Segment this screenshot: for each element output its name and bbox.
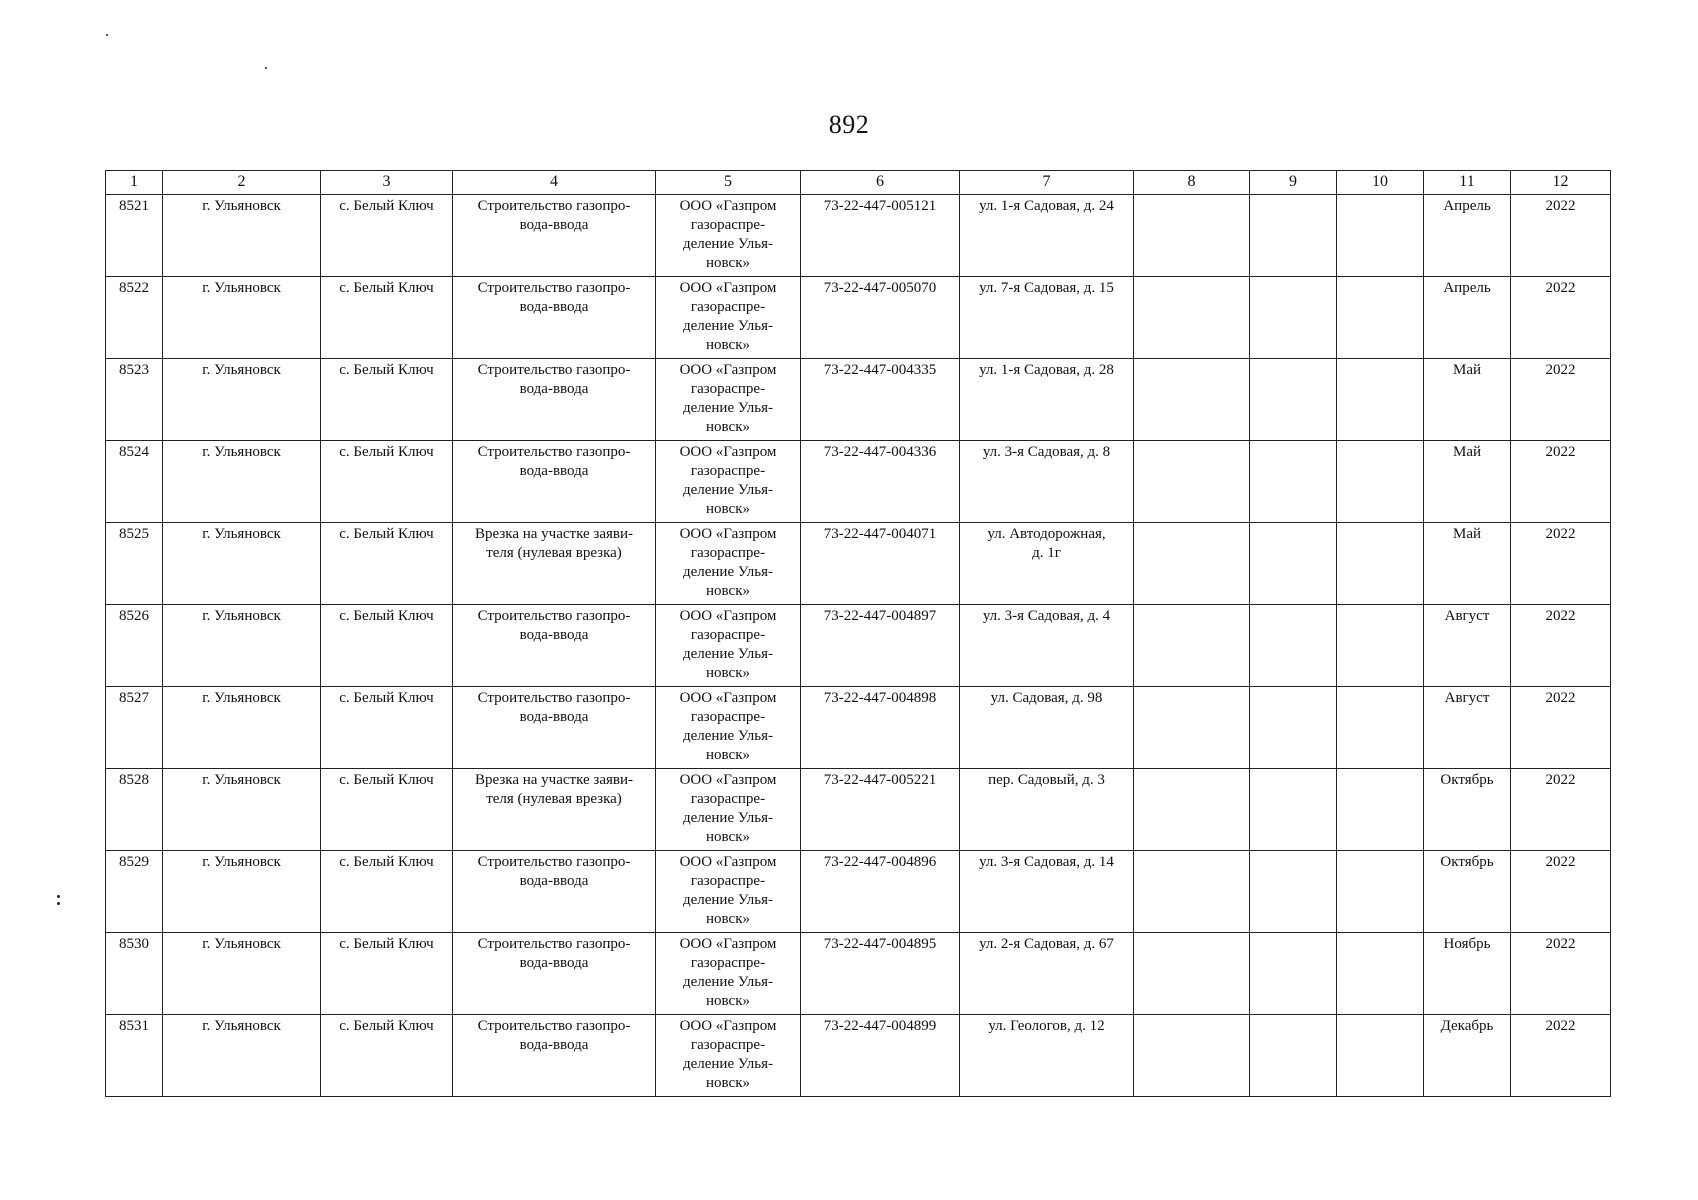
- cell-year: 2022: [1511, 1015, 1611, 1097]
- cell-month: Апрель: [1424, 195, 1511, 277]
- cell-number: 8522: [106, 277, 163, 359]
- cell-code: 73-22-447-004898: [801, 687, 960, 769]
- cell-settlement: с. Белый Ключ: [321, 933, 453, 1015]
- cell-city: г. Ульяновск: [163, 359, 321, 441]
- column-header-6: 6: [801, 171, 960, 195]
- column-header-7: 7: [960, 171, 1134, 195]
- table-row: [106, 605, 1611, 687]
- cell-code: 73-22-447-004335: [801, 359, 960, 441]
- cell-city: г. Ульяновск: [163, 195, 321, 277]
- cell-organization: ООО «Газпром газораспре- деление Улья- новск»: [656, 441, 801, 523]
- cell-settlement: с. Белый Ключ: [321, 195, 453, 277]
- cell-col-9: [1250, 769, 1337, 851]
- cell-year: 2022: [1511, 769, 1611, 851]
- cell-address: ул. 1-я Садовая, д. 28: [960, 359, 1134, 441]
- column-header-9: 9: [1250, 171, 1337, 195]
- cell-address: ул. 2-я Садовая, д. 67: [960, 933, 1134, 1015]
- cell-col-8: [1134, 1015, 1250, 1097]
- cell-number: 8531: [106, 1015, 163, 1097]
- cell-settlement: с. Белый Ключ: [321, 605, 453, 687]
- cell-col-8: [1134, 277, 1250, 359]
- column-header-4: 4: [453, 171, 656, 195]
- cell-month: Октябрь: [1424, 851, 1511, 933]
- header-row: [106, 171, 1611, 195]
- cell-number: 8530: [106, 933, 163, 1015]
- cell-address: ул. 7-я Садовая, д. 15: [960, 277, 1134, 359]
- cell-organization: ООО «Газпром газораспре- деление Улья- новск»: [656, 769, 801, 851]
- cell-city: г. Ульяновск: [163, 769, 321, 851]
- cell-col-10: [1337, 769, 1424, 851]
- table-row: [106, 359, 1611, 441]
- cell-settlement: с. Белый Ключ: [321, 277, 453, 359]
- cell-col-9: [1250, 441, 1337, 523]
- cell-work-type: Строительство газопро- вода-ввода: [453, 1015, 656, 1097]
- cell-col-9: [1250, 1015, 1337, 1097]
- cell-city: г. Ульяновск: [163, 523, 321, 605]
- scan-speck: [106, 34, 108, 36]
- cell-col-10: [1337, 195, 1424, 277]
- cell-month: Август: [1424, 687, 1511, 769]
- cell-code: 73-22-447-005121: [801, 195, 960, 277]
- cell-year: 2022: [1511, 195, 1611, 277]
- cell-address: ул. 3-я Садовая, д. 4: [960, 605, 1134, 687]
- cell-col-8: [1134, 933, 1250, 1015]
- column-header-8: 8: [1134, 171, 1250, 195]
- cell-month: Май: [1424, 359, 1511, 441]
- cell-code: 73-22-447-004897: [801, 605, 960, 687]
- cell-code: 73-22-447-005221: [801, 769, 960, 851]
- cell-address: ул. 3-я Садовая, д. 14: [960, 851, 1134, 933]
- cell-work-type: Строительство газопро- вода-ввода: [453, 277, 656, 359]
- column-header-1: 1: [106, 171, 163, 195]
- cell-city: г. Ульяновск: [163, 441, 321, 523]
- cell-number: 8524: [106, 441, 163, 523]
- cell-organization: ООО «Газпром газораспре- деление Улья- новск»: [656, 359, 801, 441]
- cell-settlement: с. Белый Ключ: [321, 851, 453, 933]
- cell-code: 73-22-447-004896: [801, 851, 960, 933]
- column-header-2: 2: [163, 171, 321, 195]
- column-header-5: 5: [656, 171, 801, 195]
- cell-month: Октябрь: [1424, 769, 1511, 851]
- cell-month: Август: [1424, 605, 1511, 687]
- cell-organization: ООО «Газпром газораспре- деление Улья- новск»: [656, 687, 801, 769]
- cell-address: ул. 3-я Садовая, д. 8: [960, 441, 1134, 523]
- cell-organization: ООО «Газпром газораспре- деление Улья- новск»: [656, 523, 801, 605]
- registry-table: [105, 170, 1611, 1097]
- cell-col-10: [1337, 523, 1424, 605]
- cell-code: 73-22-447-004899: [801, 1015, 960, 1097]
- cell-organization: ООО «Газпром газораспре- деление Улья- новск»: [656, 933, 801, 1015]
- cell-settlement: с. Белый Ключ: [321, 523, 453, 605]
- cell-city: г. Ульяновск: [163, 605, 321, 687]
- table-row: [106, 851, 1611, 933]
- cell-number: 8527: [106, 687, 163, 769]
- cell-year: 2022: [1511, 277, 1611, 359]
- cell-month: Апрель: [1424, 277, 1511, 359]
- cell-address: ул. Садовая, д. 98: [960, 687, 1134, 769]
- cell-col-9: [1250, 851, 1337, 933]
- cell-col-9: [1250, 933, 1337, 1015]
- cell-code: 73-22-447-005070: [801, 277, 960, 359]
- cell-col-9: [1250, 359, 1337, 441]
- table-row: [106, 769, 1611, 851]
- cell-col-8: [1134, 851, 1250, 933]
- cell-code: 73-22-447-004895: [801, 933, 960, 1015]
- cell-year: 2022: [1511, 687, 1611, 769]
- table-row: [106, 277, 1611, 359]
- cell-number: 8528: [106, 769, 163, 851]
- cell-col-8: [1134, 769, 1250, 851]
- page-number: 892: [828, 110, 870, 139]
- column-header-3: 3: [321, 171, 453, 195]
- cell-address: ул. Автодорожная, д. 1г: [960, 523, 1134, 605]
- cell-col-10: [1337, 687, 1424, 769]
- cell-address: ул. 1-я Садовая, д. 24: [960, 195, 1134, 277]
- cell-month: Май: [1424, 441, 1511, 523]
- cell-col-10: [1337, 1015, 1424, 1097]
- cell-col-9: [1250, 605, 1337, 687]
- cell-work-type: Строительство газопро- вода-ввода: [453, 933, 656, 1015]
- table-row: [106, 933, 1611, 1015]
- cell-year: 2022: [1511, 359, 1611, 441]
- cell-col-9: [1250, 195, 1337, 277]
- cell-work-type: Строительство газопро- вода-ввода: [453, 687, 656, 769]
- cell-number: 8526: [106, 605, 163, 687]
- cell-col-8: [1134, 687, 1250, 769]
- cell-col-10: [1337, 605, 1424, 687]
- table-row: [106, 195, 1611, 277]
- cell-col-9: [1250, 687, 1337, 769]
- cell-code: 73-22-447-004336: [801, 441, 960, 523]
- cell-city: г. Ульяновск: [163, 851, 321, 933]
- cell-col-8: [1134, 195, 1250, 277]
- table-row: [106, 687, 1611, 769]
- cell-code: 73-22-447-004071: [801, 523, 960, 605]
- cell-year: 2022: [1511, 933, 1611, 1015]
- cell-work-type: Строительство газопро- вода-ввода: [453, 195, 656, 277]
- cell-organization: ООО «Газпром газораспре- деление Улья- новск»: [656, 605, 801, 687]
- cell-work-type: Строительство газопро- вода-ввода: [453, 851, 656, 933]
- cell-address: ул. Геологов, д. 12: [960, 1015, 1134, 1097]
- cell-city: г. Ульяновск: [163, 687, 321, 769]
- cell-work-type: Строительство газопро- вода-ввода: [453, 605, 656, 687]
- cell-city: г. Ульяновск: [163, 1015, 321, 1097]
- cell-settlement: с. Белый Ключ: [321, 441, 453, 523]
- cell-col-9: [1250, 277, 1337, 359]
- cell-settlement: с. Белый Ключ: [321, 1015, 453, 1097]
- cell-number: 8523: [106, 359, 163, 441]
- cell-organization: ООО «Газпром газораспре- деление Улья- новск»: [656, 851, 801, 933]
- table-header: [106, 171, 1611, 195]
- cell-year: 2022: [1511, 523, 1611, 605]
- cell-work-type: Строительство газопро- вода-ввода: [453, 441, 656, 523]
- cell-col-10: [1337, 277, 1424, 359]
- table-body: [106, 195, 1611, 1097]
- cell-col-10: [1337, 359, 1424, 441]
- cell-year: 2022: [1511, 851, 1611, 933]
- scan-speck: [57, 902, 60, 905]
- table-row: [106, 441, 1611, 523]
- cell-city: г. Ульяновск: [163, 933, 321, 1015]
- cell-month: Ноябрь: [1424, 933, 1511, 1015]
- cell-col-8: [1134, 441, 1250, 523]
- cell-address: пер. Садовый, д. 3: [960, 769, 1134, 851]
- cell-col-9: [1250, 523, 1337, 605]
- cell-col-8: [1134, 605, 1250, 687]
- cell-number: 8525: [106, 523, 163, 605]
- cell-work-type: Врезка на участке заяви- теля (нулевая врезка): [453, 523, 656, 605]
- cell-year: 2022: [1511, 605, 1611, 687]
- table-row: [106, 523, 1611, 605]
- cell-work-type: Врезка на участке заяви- теля (нулевая врезка): [453, 769, 656, 851]
- scan-speck: [265, 67, 267, 69]
- column-header-11: 11: [1424, 171, 1511, 195]
- column-header-12: 12: [1511, 171, 1611, 195]
- cell-work-type: Строительство газопро- вода-ввода: [453, 359, 656, 441]
- cell-col-8: [1134, 523, 1250, 605]
- cell-number: 8521: [106, 195, 163, 277]
- cell-year: 2022: [1511, 441, 1611, 523]
- cell-organization: ООО «Газпром газораспре- деление Улья- новск»: [656, 1015, 801, 1097]
- column-header-10: 10: [1337, 171, 1424, 195]
- cell-organization: ООО «Газпром газораспре- деление Улья- новск»: [656, 195, 801, 277]
- cell-settlement: с. Белый Ключ: [321, 359, 453, 441]
- cell-city: г. Ульяновск: [163, 277, 321, 359]
- cell-col-10: [1337, 441, 1424, 523]
- cell-month: Декабрь: [1424, 1015, 1511, 1097]
- scan-speck: [57, 895, 60, 898]
- cell-month: Май: [1424, 523, 1511, 605]
- cell-number: 8529: [106, 851, 163, 933]
- cell-col-8: [1134, 359, 1250, 441]
- cell-col-10: [1337, 933, 1424, 1015]
- cell-settlement: с. Белый Ключ: [321, 769, 453, 851]
- table-row: [106, 1015, 1611, 1097]
- cell-organization: ООО «Газпром газораспре- деление Улья- новск»: [656, 277, 801, 359]
- cell-settlement: с. Белый Ключ: [321, 687, 453, 769]
- cell-col-10: [1337, 851, 1424, 933]
